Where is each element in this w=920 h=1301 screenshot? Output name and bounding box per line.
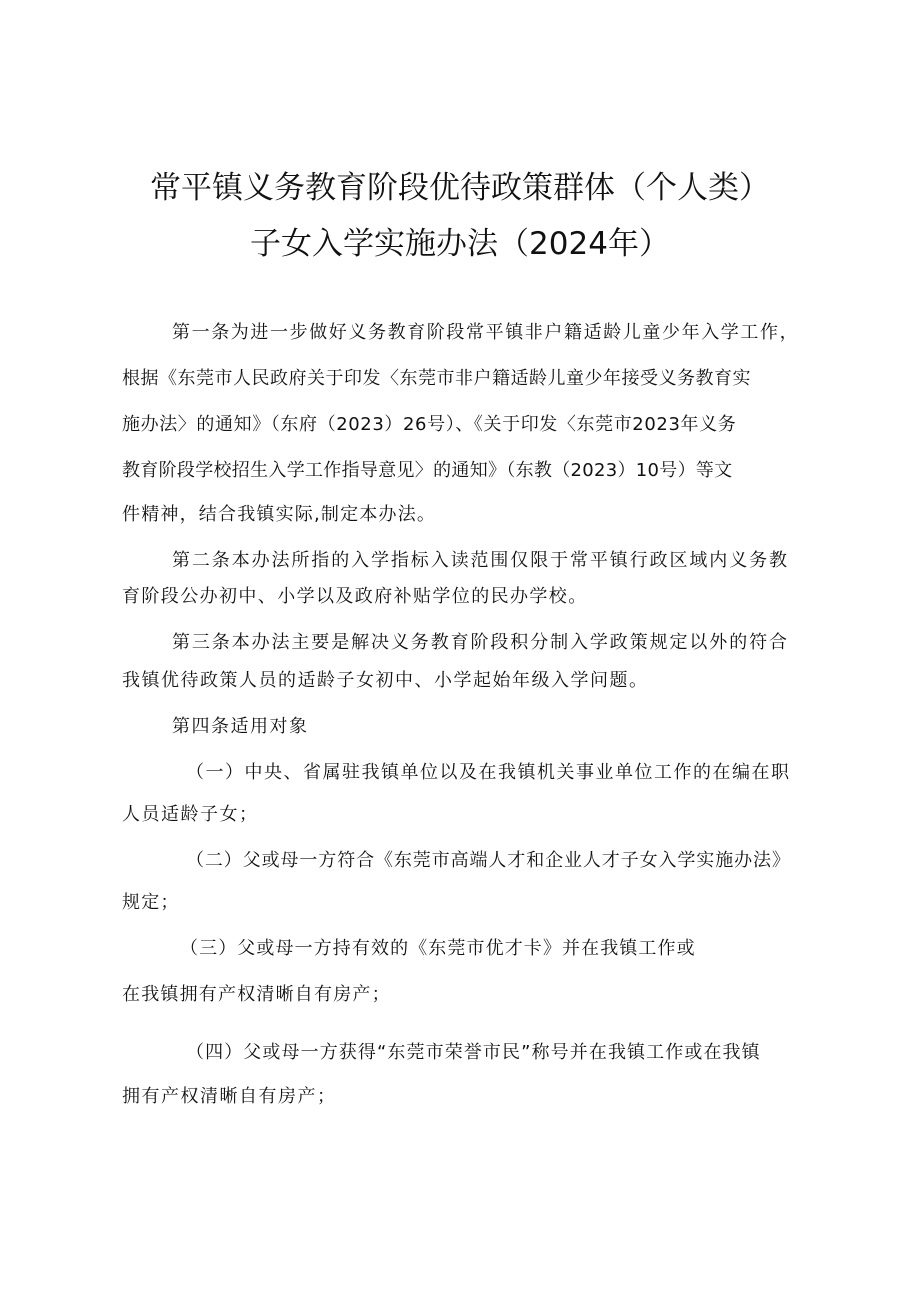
item-1-line-1: （一）中央、省属驻我镇单位以及在我镇机关事业单位工作的在编在职: [186, 762, 791, 783]
item-2-line-2: 规定；: [122, 892, 180, 913]
article-2-line-1: 第二条本办法所指的入学指标入读范围仅限于常平镇行政区域内义务教: [172, 550, 789, 571]
article-4-heading: 第四条适用对象: [172, 716, 309, 737]
article-3-line-1: 第三条本办法主要是解决义务教育阶段积分制入学政策规定以外的符合: [172, 632, 789, 653]
item-3-line-2: 在我镇拥有产权清晰自有房产；: [122, 984, 391, 1005]
document-title-line-2: 子女入学实施办法（2024年）: [250, 226, 670, 262]
article-3-line-2: 我镇优待政策人员的适龄子女初中、小学起始年级入学问题。: [122, 670, 649, 691]
article-1-line-4: 教育阶段学校招生入学工作指导意见〉的通知》（东教（2023）10号）等文: [122, 460, 733, 481]
item-2-line-1: （二）父或母一方符合《东莞市高端人才和企业人才子女入学实施办法》: [186, 850, 791, 871]
item-4-line-1: （四）父或母一方获得“东莞市荣誉市民”称号并在我镇工作或在我镇: [186, 1042, 761, 1063]
item-1-line-2: 人员适龄子女；: [122, 804, 259, 825]
article-1-line-5: 件精神，结合我镇实际,制定本办法。: [122, 504, 437, 525]
article-1-line-3: 施办法〉的通知》（东府（2023）26号）、《关于印发〈东莞市2023年义务: [122, 414, 737, 435]
item-4-line-2: 拥有产权清晰自有房产；: [122, 1086, 337, 1107]
item-3-line-1: （三）父或母一方持有效的《东莞市优才卡》并在我镇工作或: [180, 938, 696, 959]
article-1-line-1: 第一条为进一步做好义务教育阶段常平镇非户籍适龄儿童少年入学工作，: [172, 322, 800, 343]
document-title-line-1: 常平镇义务教育阶段优待政策群体（个人类）: [150, 170, 770, 206]
article-1-line-2: 根据《东莞市人民政府关于印发〈东莞市非户籍适龄儿童少年接受义务教育实: [122, 368, 751, 389]
article-2-line-2: 育阶段公办初中、小学以及政府补贴学位的民办学校。: [122, 586, 588, 607]
